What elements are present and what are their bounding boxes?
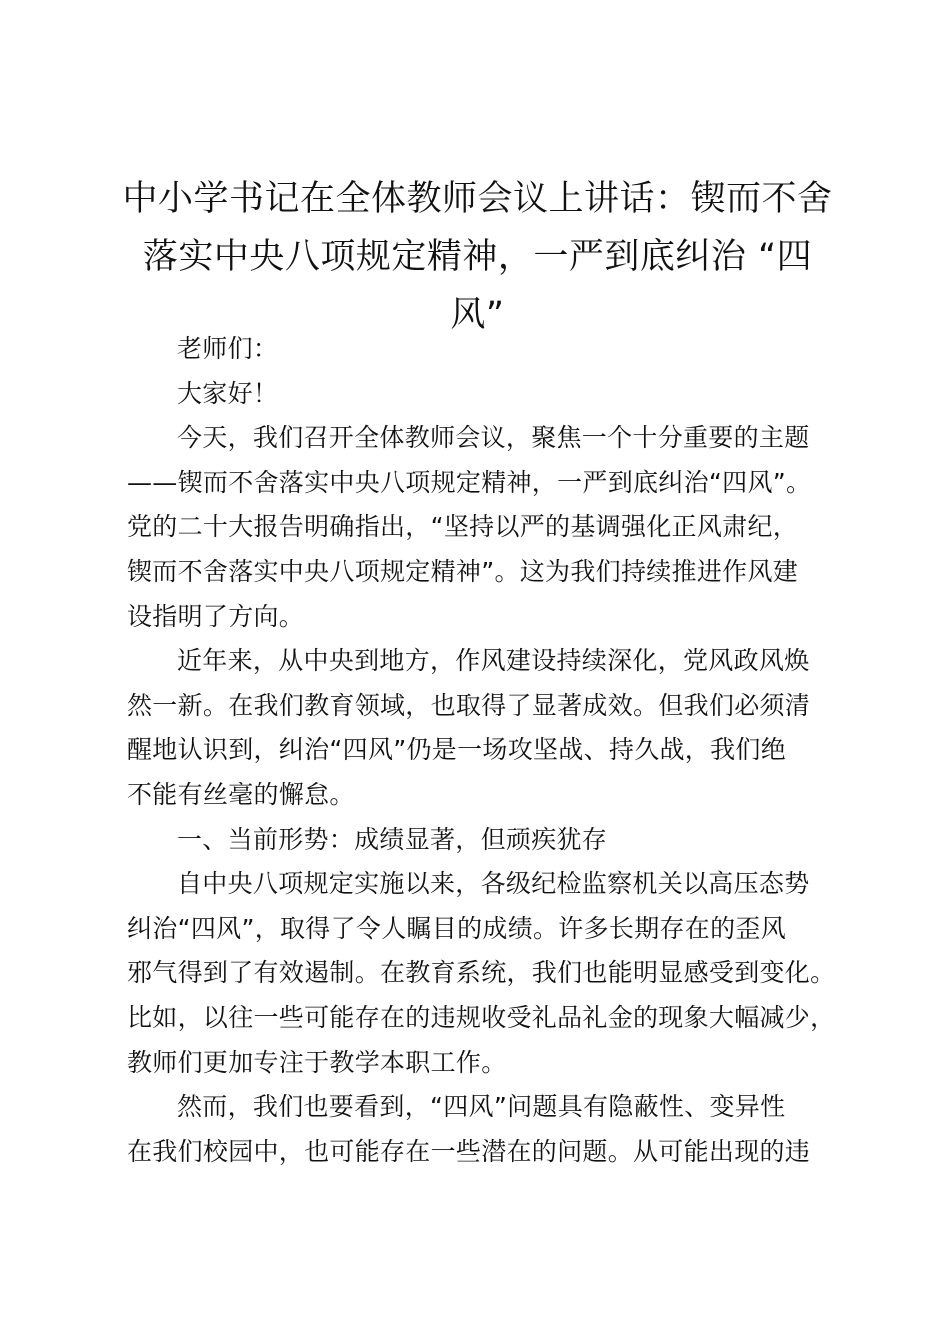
paragraph-line: 邪气得到了有效遏制。在教育系统，我们也能明显感受到变化。 <box>127 958 836 988</box>
paragraph-line: 醒地认识到，纠治“四风”仍是一场攻坚战、持久战，我们绝 <box>127 735 787 765</box>
paragraph-line: 自中央八项规定实施以来，各级纪检监察机关以高压态势 <box>177 869 810 899</box>
paragraph-line: 教师们更加专注于教学本职工作。 <box>127 1047 507 1077</box>
paragraph-line: 党的二十大报告明确指出，“坚持以严的基调强化正风肃纪， <box>127 512 799 542</box>
title-line: 落实中央八项规定精神，一严到底纠治 “四 <box>142 237 813 277</box>
document-title <box>120 170 835 344</box>
document-body <box>127 327 847 1174</box>
salutation: 老师们： <box>177 334 279 363</box>
section-heading: 一、当前形势：成绩显著，但顽疾犹存 <box>177 824 608 854</box>
paragraph-line: ——锲而不舍落实中央八项规定精神，一严到底纠治“四风”。 <box>127 467 812 497</box>
title-line: 风” <box>450 295 505 335</box>
paragraph <box>127 416 847 639</box>
paragraph-line: 近年来，从中央到地方，作风建设持续深化，党风政风焕 <box>177 646 810 676</box>
paragraph-line: 然而，我们也要看到，“四风”问题具有隐蔽性、变异性 <box>177 1092 786 1122</box>
title-line: 中小学书记在全体教师会议上讲话：锲而不舍 <box>122 179 833 219</box>
paragraph <box>127 862 847 1085</box>
paragraph <box>127 1085 847 1174</box>
paragraph-line: 比如，以往一些可能存在的违规收受礼品礼金的现象大幅减少， <box>127 1002 836 1032</box>
greeting: 大家好！ <box>177 378 279 408</box>
paragraph-line: 在我们校园中，也可能存在一些潜在的问题。从可能出现的违 <box>127 1136 811 1166</box>
paragraph-line: 纠治“四风”，取得了令人瞩目的成绩。许多长期存在的歪风 <box>127 913 787 943</box>
paragraph-line: 今天，我们召开全体教师会议，聚焦一个十分重要的主题 <box>177 423 810 453</box>
paragraph-line: 设指明了方向。 <box>127 601 305 631</box>
paragraph-line: 然一新。在我们教育领域，也取得了显著成效。但我们必须清 <box>127 690 811 720</box>
paragraph <box>127 639 847 817</box>
paragraph-line: 不能有丝毫的懈怠。 <box>127 779 355 809</box>
paragraph-line: 锲而不舍落实中央八项规定精神”。这为我们持续推进作风建 <box>127 556 799 586</box>
